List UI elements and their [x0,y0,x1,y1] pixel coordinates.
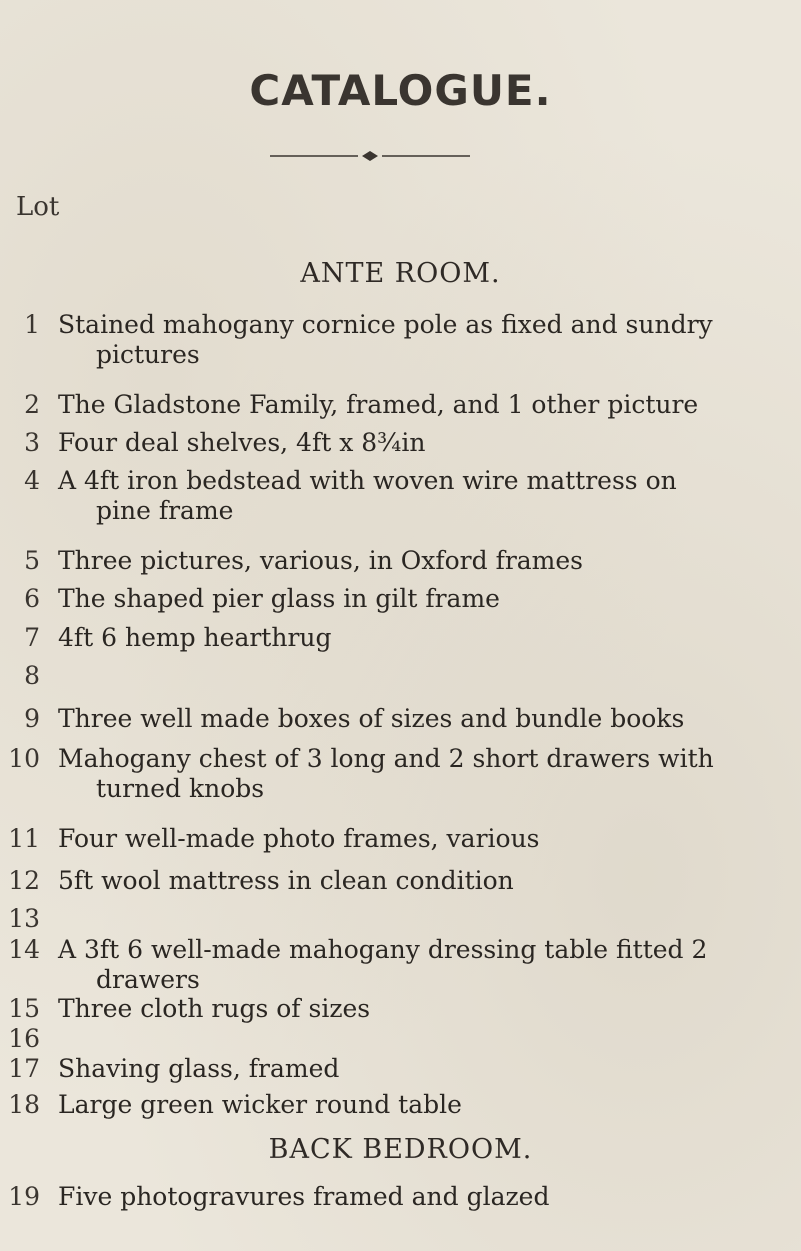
lot-number: 19 [8,1182,40,1211]
lot-description: Three cloth rugs of sizes [58,994,371,1024]
lot-number: 4 [24,466,40,496]
lot-description: The Gladstone Family, framed, and 1 other picture [58,389,699,419]
lot-description [58,466,798,526]
lot-description: Large green wicker round table [58,1090,462,1119]
lot-number: 11 [8,824,40,854]
lot-number: 10 [8,744,40,774]
lot-number: 8 [24,660,40,690]
lot-number: 2 [24,389,40,419]
lot-description [58,935,798,995]
lot-number: 16 [8,1023,40,1053]
lot-number: 9 [24,704,40,734]
section-title-back-bedroom: BACK BEDROOM. [268,1134,533,1165]
lot-description-continuation: turned knobs [96,774,265,804]
lot-number: 12 [8,865,40,895]
lot-description: Four well-made photo frames, various [58,824,540,854]
lot-description: Five photogravures framed and glazed [58,1182,550,1211]
lot-description: Three pictures, various, in Oxford frames [58,546,584,576]
lot-description: 5ft wool mattress in clean condition [58,865,514,895]
lot-description-continuation: drawers [96,965,200,995]
lot-number: 3 [24,428,40,458]
title-ornament-rule [270,148,470,164]
lot-description-line: A 4ft iron bedstead with woven wire mattress on [58,466,677,496]
lot-description-continuation: pine frame [96,496,234,526]
lot-description: Four deal shelves, 4ft x 8¾in [58,428,426,458]
lot-description: The shaped pier glass in gilt frame [58,584,500,614]
lot-number: 1 [24,310,40,339]
section-title-ante-room: ANTE ROOM. [300,258,501,289]
lot-description [58,744,798,804]
lot-number: 18 [8,1090,40,1119]
lot-description: Shaving glass, framed [58,1053,340,1083]
lot-number: 5 [24,546,40,576]
lot-number: 13 [8,904,40,934]
lot-description-continuation: pictures [96,340,200,369]
lot-number: 14 [8,935,40,965]
catalogue-title: CATALOGUE. [249,66,552,115]
lot-description-line: A 3ft 6 well-made mahogany dressing table fitted 2 [58,935,708,965]
lot-description [58,310,798,370]
lot-description-line: Stained mahogany cornice pole as fixed and sundry [58,310,713,339]
lot-description: 4ft 6 hemp hearthrug [58,622,332,652]
lot-description-line: Mahogany chest of 3 long and 2 short drawers with [58,744,714,774]
lot-description: Three well made boxes of sizes and bundle books [58,704,685,734]
lot-number: 17 [8,1053,40,1083]
lot-number: 7 [24,622,40,652]
lot-number: 15 [8,994,40,1024]
lot-number: 6 [24,584,40,614]
lot-column-header: Lot [16,192,60,222]
